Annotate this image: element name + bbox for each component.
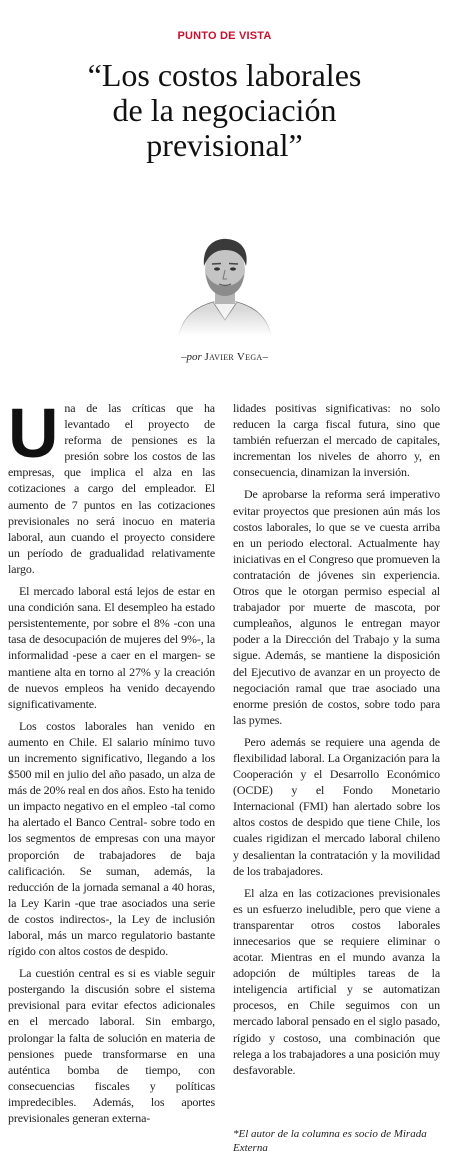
paragraph: lidades positivas significativas: no solo reducen la carga fiscal futura, sino que también refuerzan el mercado de capitales, incrementan los niveles de ahorro y, en consecuencia, dinamizan la inversión. — [233, 401, 440, 480]
paragraph: De aprobarse la reforma será imperativo evitar proyectos que presionen aún más los costos laborales, lo que se ve cuesta arriba en un periodo electoral. Actualmente hay iniciativas en el Congreso que promueven la contratación de jóvenes sin experiencia. Otros que le otorgan permiso especial al trabajador por muerte de mascota, por cumpleaños, algunos le entregan mayor poder a la Dirección del Trabajo y la suma sigue. Además, se mantiene la disposición del Ejecutivo de avanzar en un proyecto de negociación ramal que trae asociado una enorme presión de costos, sobre todo para las pymes. — [233, 487, 440, 727]
article-column-left — [8, 394, 215, 1132]
article-column-right — [233, 400, 440, 1084]
headline-line: “Los costos laborales — [87, 57, 362, 93]
paragraph: Los costos laborales han venido en aumento en Chile. El salario mínimo tuvo un incremento significativo, llegando a los $500 mil en julio del año pasado, un alza de más de 20% real en dos años. Esto ha tenido un impacto negativo en el empleo -tal como ha alertado el Banco Central- sobre todo en los segmentos de empresas con una mayor proporción de trabajadores de baja calificación. Se suman, además, la reducción de la jornada semanal a 40 horas, la Ley Karin -que trae asociados una serie de costos indirectos-, la Ley de inclusión laboral, más un marco regulatorio bastante rígido con altos costos de despido. — [8, 718, 215, 959]
headline-line: previsional” — [146, 127, 303, 163]
author-portrait — [175, 228, 275, 336]
byline — [0, 351, 449, 363]
headline — [8, 58, 441, 163]
author-footnote: *El autor de la columna es socio de Mirada Externa — [233, 1128, 427, 1154]
byline-author: Javier Vega — [204, 351, 263, 363]
byline-prefix: –por — [181, 351, 202, 363]
paragraph: El mercado laboral está lejos de estar en una condición sana. El desempleo ha estado persistentemente, por sobre el 8% -con una tasa de desocupación de mujeres del 9%-, la informalidad -pese a caer en el margen- se mantiene alta en torno al 27% y la creación de nuevos empleos ha venido decayendo significativamente. — [8, 584, 215, 711]
drop-cap: U — [8, 394, 59, 472]
paragraph: Una de las críticas que ha levantado el proyecto de reforma de pensiones es la presión sobre los costos de las empresas, que implica el alza en las cotizaciones a cargo del empleador. El aumento de 7 puntos en las cotizaciones previsionales no será inocuo en materia laboral, aun cuando el proyecto considere un período de gradualidad relativamente largo. — [8, 394, 215, 576]
paragraph: Pero además se requiere una agenda de flexibilidad laboral. La Organización para la Cooperación y el Desarrollo Económico (OCDE) y el Fondo Monetario Internacional (FMI) han alertado sobre los altos costos de despido que tiene Chile, los cuales rigidizan el mercado laboral chileno y desalientan la contratación y la movilidad de los trabajadores. — [233, 734, 440, 878]
headline-line: de la negociación — [112, 92, 337, 128]
section-label: PUNTO DE VISTA — [177, 30, 272, 42]
paragraph: El alza en las cotizaciones previsionales es un esfuerzo ineludible, pero que viene a transparentar otros costos laborales innecesarios que se requiere eliminar o acotar. Mientras en el mundo avanza la adopción de múltiples tareas de la inteligencia artificial y se automatizan procesos, en Chile seguimos con un mercado laboral pensado en el siglo pasado, rígido y costoso, una combinación que relega a los trabajadores a una posición muy desfavorable. — [233, 885, 440, 1077]
paragraph: La cuestión central es si es viable seguir postergando la discusión sobre el sistema previsional para evitar efectos adicionales en el mercado laboral. Sin embargo, prolongar la falta de solución en materia de pensiones puede transformarse en una auténtica bomba de tiempo, con consecuencias fiscales y políticas impredecibles. Además, los aportes previsionales generan externa- — [8, 966, 215, 1126]
byline-suffix: – — [262, 351, 268, 363]
